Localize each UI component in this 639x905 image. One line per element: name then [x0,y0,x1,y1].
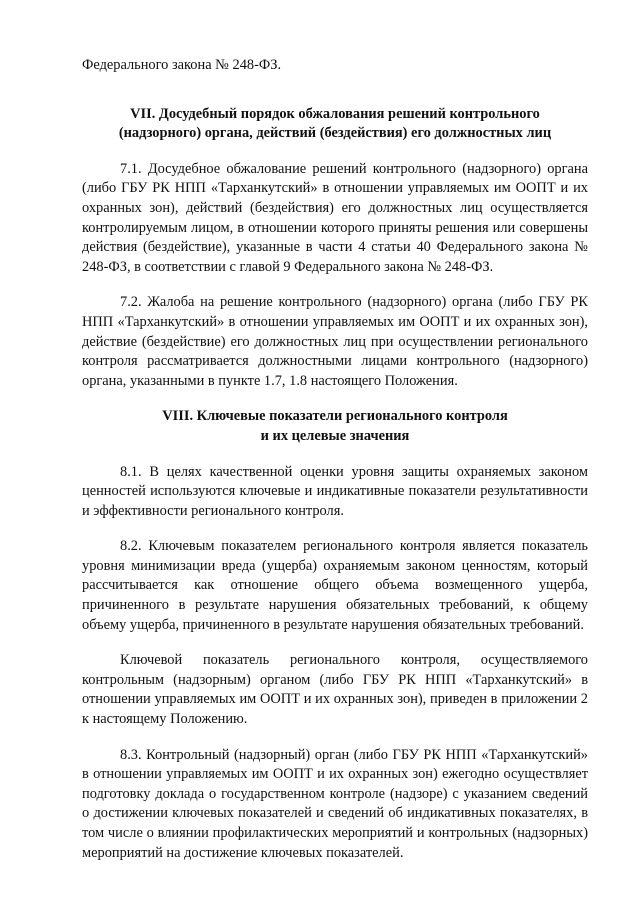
paragraph-8-2-continued: Ключевой показатель регионального контроля, осуществляемого контрольным (надзорным) органом (либо ГБУ РК НПП «Тарханкутский» в отношении управляемых им ООПТ и их охранных зон), приведен в приложении 2 к настоящему Положению. [82,652,588,728]
section-8-heading [82,407,588,446]
opening-line: Федерального закона № 248-ФЗ. [82,57,282,73]
section-8-heading-line-2: и их целевые значения [260,427,410,444]
document-body [82,56,588,863]
paragraph-8-3: 8.3. Контрольный (надзорный) орган (либо ГБУ РК НПП «Тарханкутский» в отношении управляемых им ООПТ и их охранных зон) ежегодно осуществляет подготовку доклада о государственном контроле (надзоре) с указанием сведений о достижении ключевых показателей и сведений об индикативных показателях, в том числе о влиянии профилактических мероприятий и контрольных (надзорных) мероприятий на достижение ключевых показателей. [82,746,588,861]
section-7-heading-line-2: (надзорного) органа, действий (бездействия) его должностных лиц [118,125,552,142]
paragraph-7-1: 7.1. Досудебное обжалование решений контрольного (надзорного) органа (либо ГБУ РК НПП «Тарханкутский» в отношении управляемых им ООПТ и их охранных зон), действий (бездействия) его должностных лиц осуществляется контролируемым лицом, в отношении которого приняты решения или совершены действия (бездействие), указанные в части 4 статьи 40 Федерального закона № 248-ФЗ, в соответствии с главой 9 Федерального закона № 248-ФЗ. [82,160,588,275]
paragraph-7-2: 7.2. Жалоба на решение контрольного (надзорного) органа (либо ГБУ РК НПП «Тарханкутский» в отношении управляемых им ООПТ и их охранных зон), действие (бездействие) его должностных лиц при осуществлении регионального контроля рассматривается должностными лицами контрольного (надзорного) органа, указанными в пункте 1.7, 1.8 настоящего Положения. [82,294,588,389]
paragraph-8-2: 8.2. Ключевым показателем регионального контроля является показатель уровня минимизации вреда (ущерба) охраняемым законом ценностям, который рассчитывается как отношение общего объема возмещенного ущерба, причиненного в результате нарушения обязательных требований, к общему объему ущерба, причиненного в результате нарушения обязательных требований. [82,538,588,633]
section-8-heading-line-1: VIII. Ключевые показатели регионального контроля [162,408,508,425]
section-7-heading [82,105,588,144]
paragraph-8-1: 8.1. В целях качественной оценки уровня защиты охраняемых законом ценностей используются ключевые и индикативные показатели результативности и эффективности регионального контроля. [82,463,588,519]
section-7-heading-line-1: VII. Досудебный порядок обжалования решений контрольного [130,105,540,122]
